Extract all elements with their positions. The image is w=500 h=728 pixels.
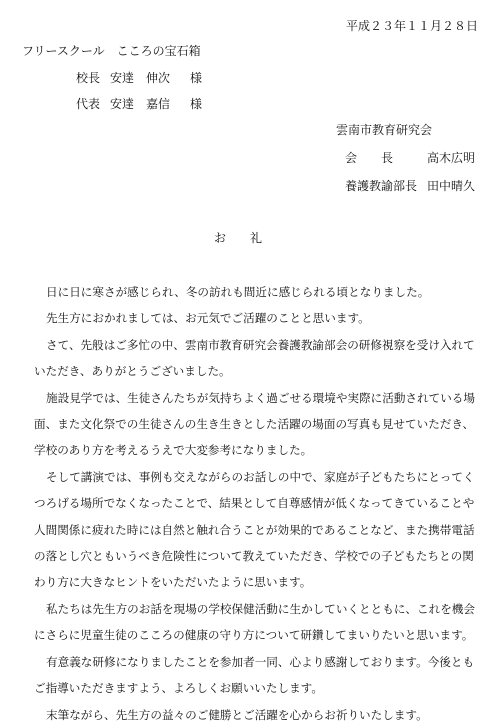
body-paragraph-1: 日に日に寒さが感じられ、冬の訪れも間近に感じられる頃となりました。 — [46, 285, 430, 299]
sender-nurse-head-role: 養護教諭部長 — [345, 179, 418, 193]
recipient-representative-name: 安達 嘉信 — [110, 97, 171, 111]
sender-organization: 雲南市教育研究会 — [336, 123, 433, 137]
recipient-representative — [76, 98, 202, 110]
sender-chair-name: 高木広明 — [427, 151, 476, 165]
sender-chair — [345, 152, 475, 164]
sender-nurse-head — [345, 180, 475, 192]
sender-nurse-head-name: 田中晴久 — [427, 179, 476, 193]
letter-title: お礼 — [213, 231, 286, 245]
sender-chair-role: 会 長 — [345, 151, 394, 165]
body-paragraph-5: そして講演では、事例も交えながらのお話しの中で、家庭が子どもたちにとってくつろげる場所でなくなったことで、結果として自尊感情が低くなってきていることや人間関係に疲れた時には自然と触れ合うことが効果的であることなど、また携帯電話の落とし穴ともいうべき危険性について教えていただき、学校での子どもたちとの関わり方に大きなヒントをいただいたように思います。 — [34, 469, 475, 590]
body-paragraph-7: 有意義な研修になりましたことを参加者一同、心より感謝しております。今後ともご指導いただきますよう、よろしくお願いいたします。 — [34, 654, 475, 696]
recipient-principal — [76, 72, 202, 84]
recipient-representative-honorific: 様 — [190, 97, 203, 111]
recipient-principal-name: 安達 伸次 — [110, 71, 171, 85]
recipient-principal-role: 校長 — [76, 71, 101, 85]
body-paragraph-6: 私たちは先生方のお話を現場の学校保健活動に生かしていくとともに、これを機会にさらに児童生徒のこころの健康の守り方について研鑽してまいりたいと思います。 — [34, 601, 475, 643]
recipient-organization: フリースクール こころの宝石箱 — [22, 44, 201, 58]
letter-body — [34, 279, 480, 728]
body-paragraph-2: 先生方におかれましては、お元気でご活躍のことと思います。 — [46, 311, 370, 326]
letter-date: 平成２３年１１月２８日 — [345, 19, 478, 33]
recipient-principal-honorific: 様 — [190, 71, 203, 85]
recipient-representative-role: 代表 — [76, 97, 101, 111]
body-paragraph-4: 施設見学では、生徒さんたちが気持ちよく過ごせる環境や実際に活動されている場面、また文化祭での生徒さんの生き生きとした活躍の場面の写真も見せていただき、学校のあり方を考えるうえで大変参考になりました。 — [34, 390, 475, 458]
body-paragraph-3: さて、先般はご多忙の中、雲南市教育研究会養護教諭部会の研修視察を受け入れていただき、ありがとうございました。 — [34, 337, 475, 379]
body-paragraph-8: 末筆ながら、先生方の益々のご健勝とご活躍を心からお祈りいたします。 — [46, 707, 428, 722]
